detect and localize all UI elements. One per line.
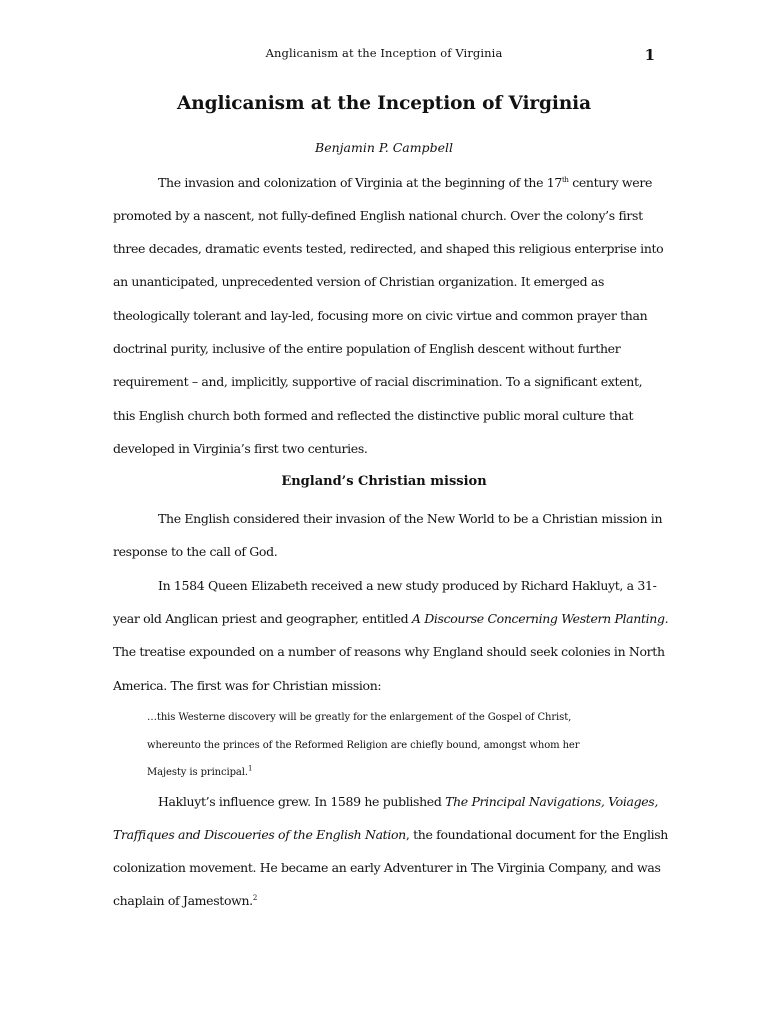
section-heading: England’s Christian mission	[281, 474, 487, 489]
paragraph-line: doctrinal purity, inclusive of the entire population of English descent without further	[113, 341, 621, 356]
paragraph-line: requirement – and, implicitly, supportive of racial discrimination. To a significant extent,	[113, 374, 643, 389]
paragraph-line: In 1584 Queen Elizabeth received a new study produced by Richard Hakluyt, a 31-	[158, 578, 657, 593]
paragraph-line: promoted by a nascent, not fully-defined English national church. Over the colony’s first	[113, 208, 643, 223]
page-number: 1	[644, 46, 655, 64]
paragraph-line: colonization movement. He became an early Adventurer in The Virginia Company, and was	[113, 860, 661, 875]
paragraph-line: an unanticipated, unprecedented version of Christian organization. It emerged as	[113, 274, 605, 289]
author-name: Benjamin P. Campbell	[315, 140, 453, 155]
book-title: The Principal Navigations, Voiages,	[445, 794, 658, 809]
paragraph-line: Hakluyt’s influence grew. In 1589 he published The Principal Navigations, Voiages,	[158, 794, 658, 809]
quote-line: …this Westerne discovery will be greatly for the enlargement of the Gospel of Christ,	[147, 712, 572, 723]
footnote-marker: 1	[247, 764, 253, 773]
paragraph-line: Traffiques and Discoueries of the English Nation, the foundational document for the English	[113, 827, 669, 842]
quote-line: whereunto the princes of the Reformed Religion are chiefly bound, amongst whom her	[147, 740, 580, 751]
paragraph-line: year old Anglican priest and geographer, entitled A Discourse Concerning Western Planting.	[113, 611, 669, 626]
superscript: th	[561, 175, 569, 184]
paragraph-line: The treatise expounded on a number of reasons why England should seek colonies in North	[113, 644, 665, 659]
quote-line: Majesty is principal.$^1$	[147, 764, 253, 778]
paragraph-line: response to the call of God.	[113, 544, 278, 559]
paragraph-line: this English church both formed and reflected the distinctive public moral culture that	[113, 408, 634, 423]
paragraph-line: chaplain of Jamestown.$^2$	[113, 893, 257, 908]
running-head: Anglicanism at the Inception of Virginia	[265, 46, 503, 60]
paragraph-line: developed in Virginia’s first two centuries.	[113, 441, 368, 456]
paragraph-line: theologically tolerant and lay-led, focusing more on civic virtue and common prayer than	[113, 308, 648, 323]
paragraph-line: The invasion and colonization of Virginia at the beginning of the 17th century were	[158, 175, 653, 190]
book-title: Traffiques and Discoueries of the English Nation	[113, 827, 406, 842]
paragraph-line: three decades, dramatic events tested, redirected, and shaped this religious enterprise into	[113, 241, 664, 256]
paragraph-line: America. The first was for Christian mission:	[113, 678, 382, 693]
footnote-marker: 2	[252, 893, 257, 902]
book-title: A Discourse Concerning Western Planting.	[411, 611, 669, 626]
document-title: Anglicanism at the Inception of Virginia	[177, 93, 591, 114]
paragraph-line: The English considered their invasion of the New World to be a Christian mission in	[158, 511, 663, 526]
